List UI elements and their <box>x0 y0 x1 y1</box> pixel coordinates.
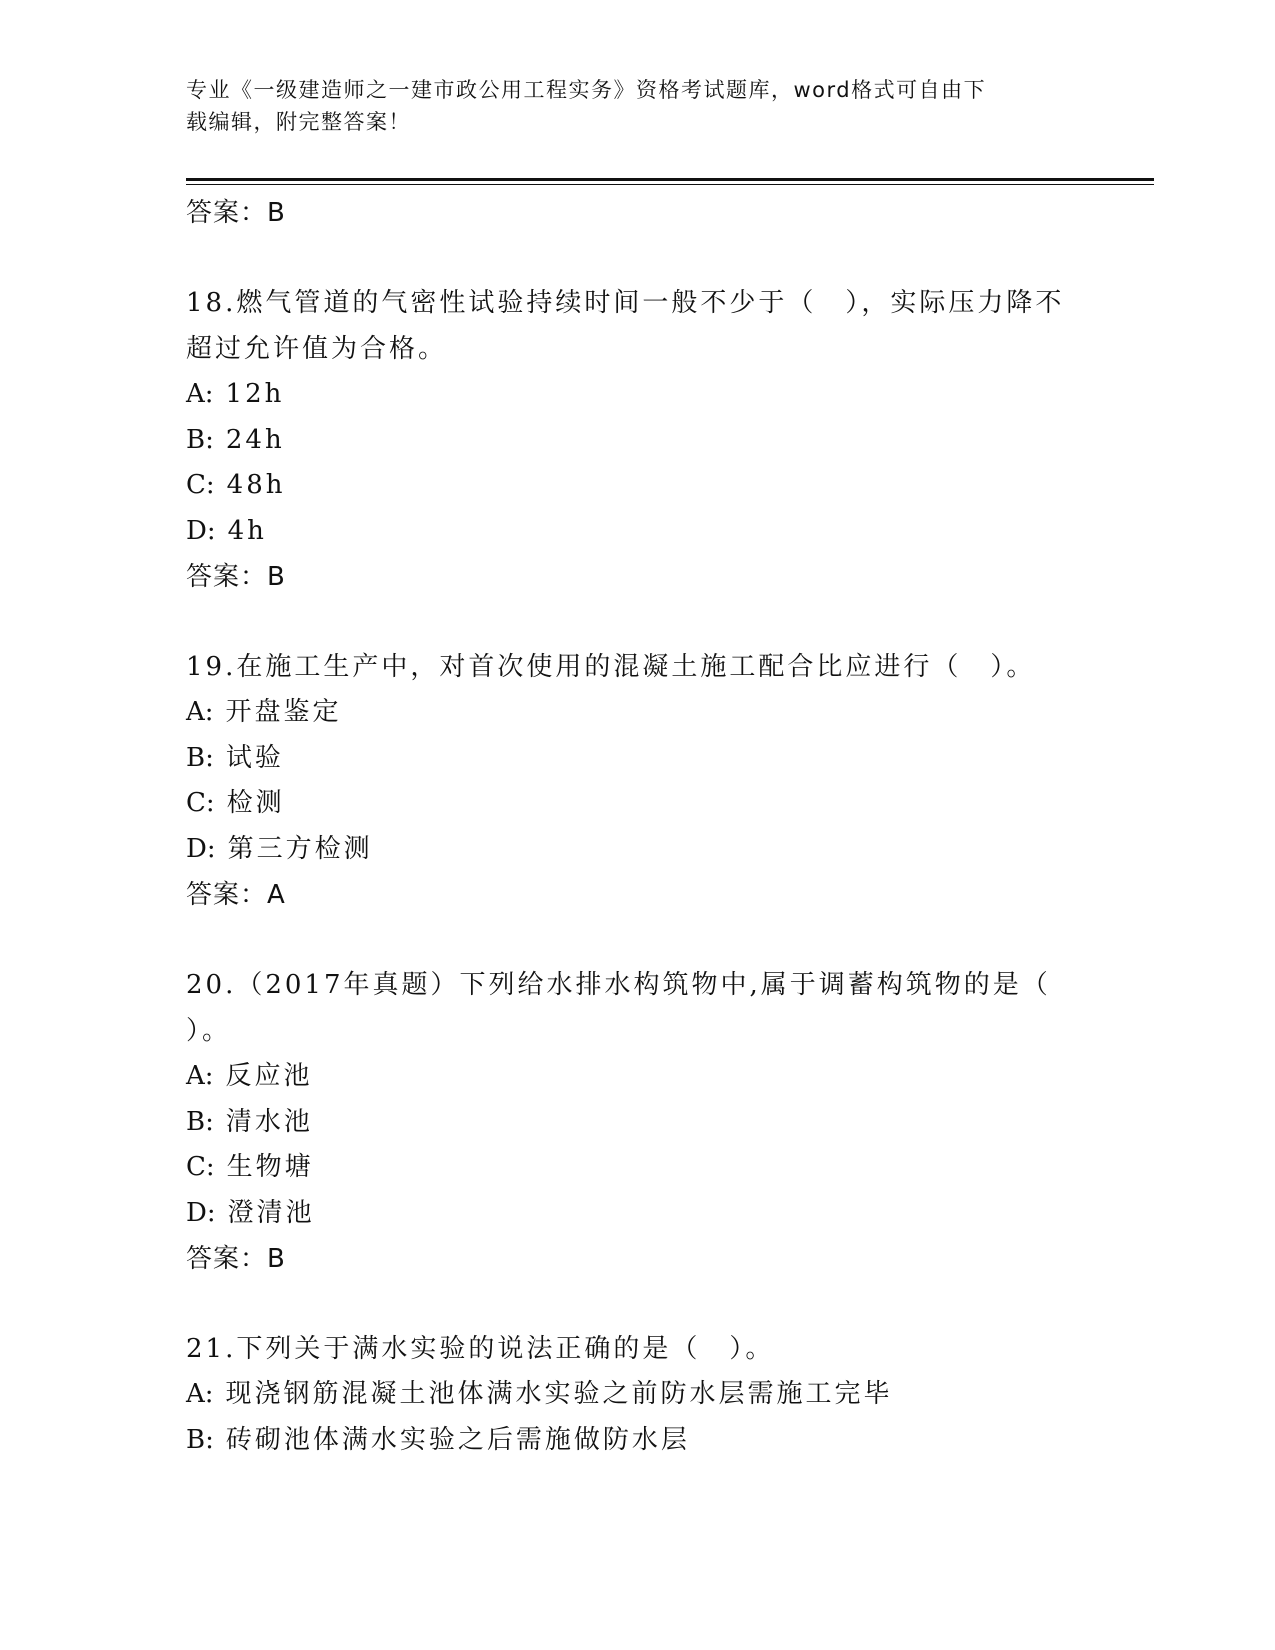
question-text-line: 20.（2017年真题）下列给水排水构筑物中,属于调蓄构筑物的是（ <box>186 970 1051 1000</box>
answer-19: 答案：A <box>186 880 286 910</box>
option-d <box>186 509 1086 555</box>
option-text: 反应池 <box>225 1061 313 1091</box>
question-list <box>186 190 1086 1463</box>
header-line-2: 载编辑，附完整答案！ <box>186 110 411 134</box>
option-text: 开盘鉴定 <box>225 697 342 727</box>
option-text: 检测 <box>226 788 285 818</box>
option-b <box>186 736 1086 782</box>
option-text: 砖砌池体满水实验之后需施做防水层 <box>225 1424 690 1455</box>
question-19 <box>186 644 1086 918</box>
answer-18: 答案：B <box>186 562 286 592</box>
spacer <box>186 600 1086 644</box>
option-text: 现浇钢筋混凝土池体满水实验之前防水层需施工完毕 <box>225 1379 893 1409</box>
spacer <box>186 918 1086 962</box>
option-a <box>186 372 1086 418</box>
option-text: 12h <box>225 379 285 409</box>
option-b <box>186 1100 1086 1146</box>
question-text-line: ）。 <box>186 1016 232 1046</box>
option-d <box>186 827 1086 873</box>
option-a <box>186 690 1086 736</box>
option-c <box>186 463 1086 509</box>
option-letter: A: <box>186 697 214 727</box>
answer-17: 答案：B <box>186 198 286 228</box>
question-text-line: 19.在施工生产中，对首次使用的混凝土施工配合比应进行（ ）。 <box>186 652 1036 682</box>
option-letter: A: <box>186 1379 214 1409</box>
option-letter: A: <box>186 1061 214 1091</box>
question-text-line: 21.下列关于满水实验的说法正确的是（ ）。 <box>186 1334 775 1364</box>
option-b <box>186 418 1086 464</box>
spacer <box>186 1282 1086 1326</box>
option-d <box>186 1191 1086 1237</box>
option-text: 澄清池 <box>227 1197 315 1228</box>
header-divider-thin <box>186 184 1154 185</box>
option-text: 生物塘 <box>226 1152 314 1182</box>
question-21 <box>186 1326 1086 1463</box>
question-text-line: 超过允许值为合格。 <box>186 334 448 364</box>
option-text: 清水池 <box>225 1106 313 1137</box>
option-text: 4h <box>227 515 267 546</box>
question-20 <box>186 962 1086 1282</box>
option-text: 第三方检测 <box>227 833 373 864</box>
question-text-line: 18.燃气管道的气密性试验持续时间一般不少于（ ），实际压力降不 <box>186 288 1065 318</box>
option-letter: D: <box>186 1197 216 1228</box>
answer-20: 答案：B <box>186 1244 286 1274</box>
header-divider-thick <box>186 178 1154 181</box>
header-line-1: 专业《一级建造师之一建市政公用工程实务》资格考试题库，word格式可自由下 <box>186 78 987 102</box>
option-letter: B: <box>186 1424 214 1455</box>
option-text: 48h <box>226 470 286 500</box>
option-letter: B: <box>186 424 214 455</box>
option-b <box>186 1418 1086 1464</box>
option-letter: C: <box>186 470 215 500</box>
option-c <box>186 781 1086 827</box>
question-18 <box>186 280 1086 600</box>
option-letter: C: <box>186 1152 215 1182</box>
option-letter: A: <box>186 379 214 409</box>
option-letter: D: <box>186 515 216 546</box>
option-letter: B: <box>186 1106 214 1137</box>
option-a <box>186 1372 1086 1418</box>
option-letter: C: <box>186 788 215 818</box>
option-a <box>186 1054 1086 1100</box>
option-letter: B: <box>186 742 214 773</box>
option-c <box>186 1145 1086 1191</box>
option-letter: D: <box>186 833 216 864</box>
option-text: 24h <box>225 424 285 455</box>
spacer <box>186 236 1086 280</box>
option-text: 试验 <box>225 742 284 773</box>
page-header <box>186 74 1066 138</box>
